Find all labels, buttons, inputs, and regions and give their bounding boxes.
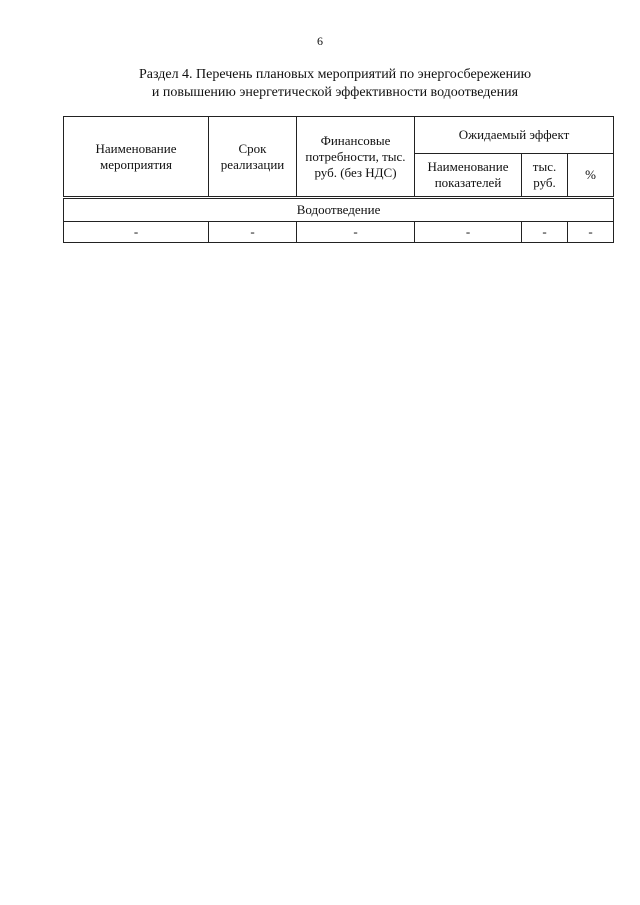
section-label: Водоотведение [64,198,614,222]
header-measure-name: Наименование мероприятия [64,117,209,198]
table-cell: - [209,222,297,243]
title-line-2: и повышению энергетической эффективности водоотведения [151,85,519,100]
measures-table [63,116,614,243]
table-cell: - [64,222,209,243]
header-expected-effect: Ожидаемый эффект [415,117,614,154]
table-cell: - [415,222,522,243]
page-number: 6 [317,34,323,48]
title-line-1: Раздел 4. Перечень плановых мероприятий по энергосбережению [138,67,532,82]
header-thousand-rub: тыс. руб. [522,154,568,198]
header-finance: Финансовые потребности, тыс. руб. (без НДС) [297,117,415,198]
table-cell: - [522,222,568,243]
table-cell: - [297,222,415,243]
header-percent: % [568,154,614,198]
header-indicators: Наименование показателей [415,154,522,198]
table-row [64,222,614,243]
section-title [60,66,610,102]
table-cell: - [568,222,614,243]
header-period: Срок реализации [209,117,297,198]
